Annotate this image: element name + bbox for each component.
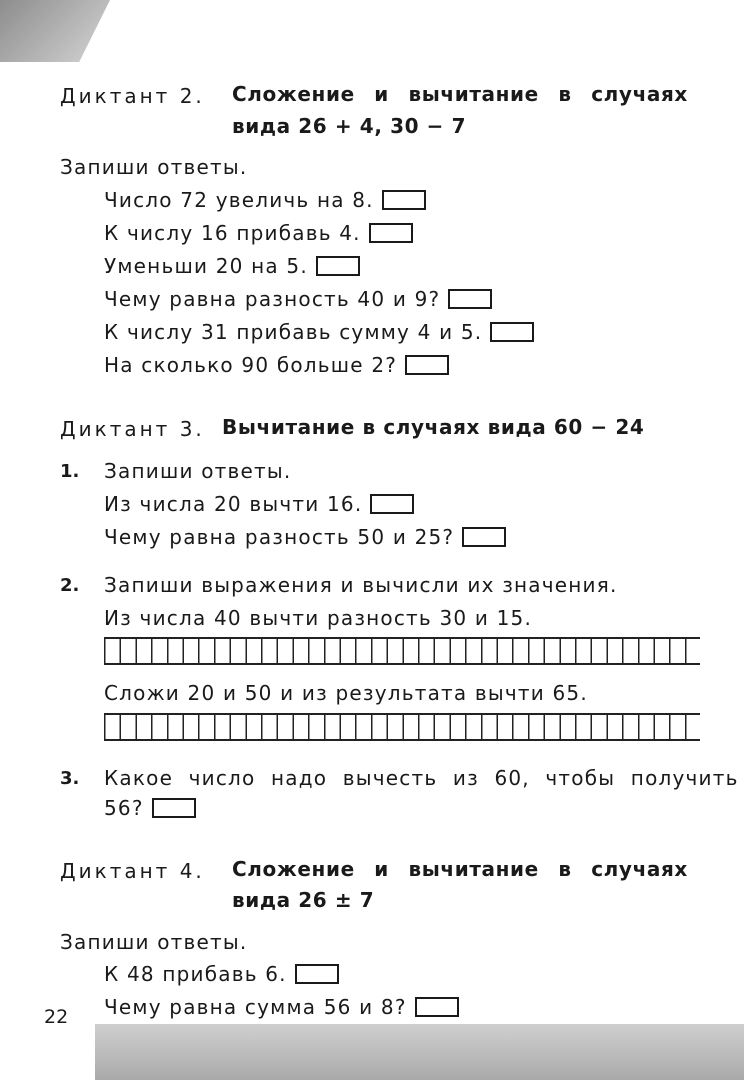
- answer-grid-1[interactable]: [104, 637, 700, 665]
- dictation-4-title-line1: Сложение и вычитание в случаях: [232, 857, 688, 881]
- d2-item-2: [104, 221, 413, 245]
- dictation-3-title: Вычитание в случаях вида 60 − 24: [222, 415, 645, 439]
- d2-item-5: [104, 320, 534, 344]
- dictation-2-title-line1: Сложение и вычитание в случаях: [232, 82, 688, 106]
- task-1-number: 1.: [60, 461, 80, 482]
- answer-box[interactable]: [382, 190, 426, 210]
- bottom-decoration: [95, 1024, 744, 1080]
- task-2-item-1: Из числа 40 вычти разность 30 и 15.: [104, 606, 533, 630]
- answer-box[interactable]: [490, 322, 534, 342]
- answer-box[interactable]: [316, 256, 360, 276]
- d4-item-2: [104, 995, 459, 1019]
- dictation-2-label: Диктант 2.: [60, 84, 205, 108]
- answer-box[interactable]: [448, 289, 492, 309]
- answer-box[interactable]: [415, 997, 459, 1017]
- d4-item-1-text: К 48 прибавь 6.: [104, 962, 287, 986]
- answer-box[interactable]: [405, 355, 449, 375]
- corner-decoration: [0, 0, 110, 62]
- answer-box[interactable]: [369, 223, 413, 243]
- d3-task1-item-1: [104, 492, 414, 516]
- d2-item-6: [104, 353, 449, 377]
- dictation-4-label: Диктант 4.: [60, 859, 205, 883]
- d2-item-4: [104, 287, 492, 311]
- task-3-line2-text: 56?: [104, 796, 144, 820]
- task-3-number: 3.: [60, 768, 80, 789]
- task-2-instruction: Запиши выражения и вычисли их значения.: [104, 573, 618, 597]
- dictation-3-label: Диктант 3.: [60, 417, 205, 441]
- task-2-item-2: Сложи 20 и 50 и из результата вычти 65.: [104, 681, 588, 705]
- task-3-line2: [104, 796, 196, 820]
- page-number: 22: [44, 1006, 69, 1028]
- dictation-4-instruction: Запиши ответы.: [60, 930, 248, 954]
- d2-item-3: [104, 254, 360, 278]
- answer-box[interactable]: [462, 527, 506, 547]
- d2-item-1-text: Число 72 увеличь на 8.: [104, 188, 374, 212]
- task-2-number: 2.: [60, 575, 80, 596]
- task-3-line1: Какое число надо вычесть из 60, чтобы получить: [104, 766, 739, 790]
- d3-task1-item-2-text: Чему равна разность 50 и 25?: [104, 525, 455, 549]
- answer-box[interactable]: [152, 798, 196, 818]
- dictation-2-title-line2: вида 26 + 4, 30 − 7: [232, 114, 467, 138]
- d2-item-4-text: Чему равна разность 40 и 9?: [104, 287, 441, 311]
- dictation-2-instruction: Запиши ответы.: [60, 155, 248, 179]
- task-1-instruction: Запиши ответы.: [104, 459, 292, 483]
- d2-item-3-text: Уменьши 20 на 5.: [104, 254, 308, 278]
- d2-item-1: [104, 188, 426, 212]
- answer-box[interactable]: [370, 494, 414, 514]
- d2-item-6-text: На сколько 90 больше 2?: [104, 353, 398, 377]
- d4-item-2-text: Чему равна сумма 56 и 8?: [104, 995, 407, 1019]
- d3-task1-item-2: [104, 525, 506, 549]
- answer-grid-2[interactable]: [104, 713, 700, 741]
- d4-item-1: [104, 962, 339, 986]
- d2-item-5-text: К числу 31 прибавь сумму 4 и 5.: [104, 320, 483, 344]
- d2-item-2-text: К числу 16 прибавь 4.: [104, 221, 361, 245]
- dictation-4-title-line2: вида 26 ± 7: [232, 888, 375, 912]
- answer-box[interactable]: [295, 964, 339, 984]
- d3-task1-item-1-text: Из числа 20 вычти 16.: [104, 492, 363, 516]
